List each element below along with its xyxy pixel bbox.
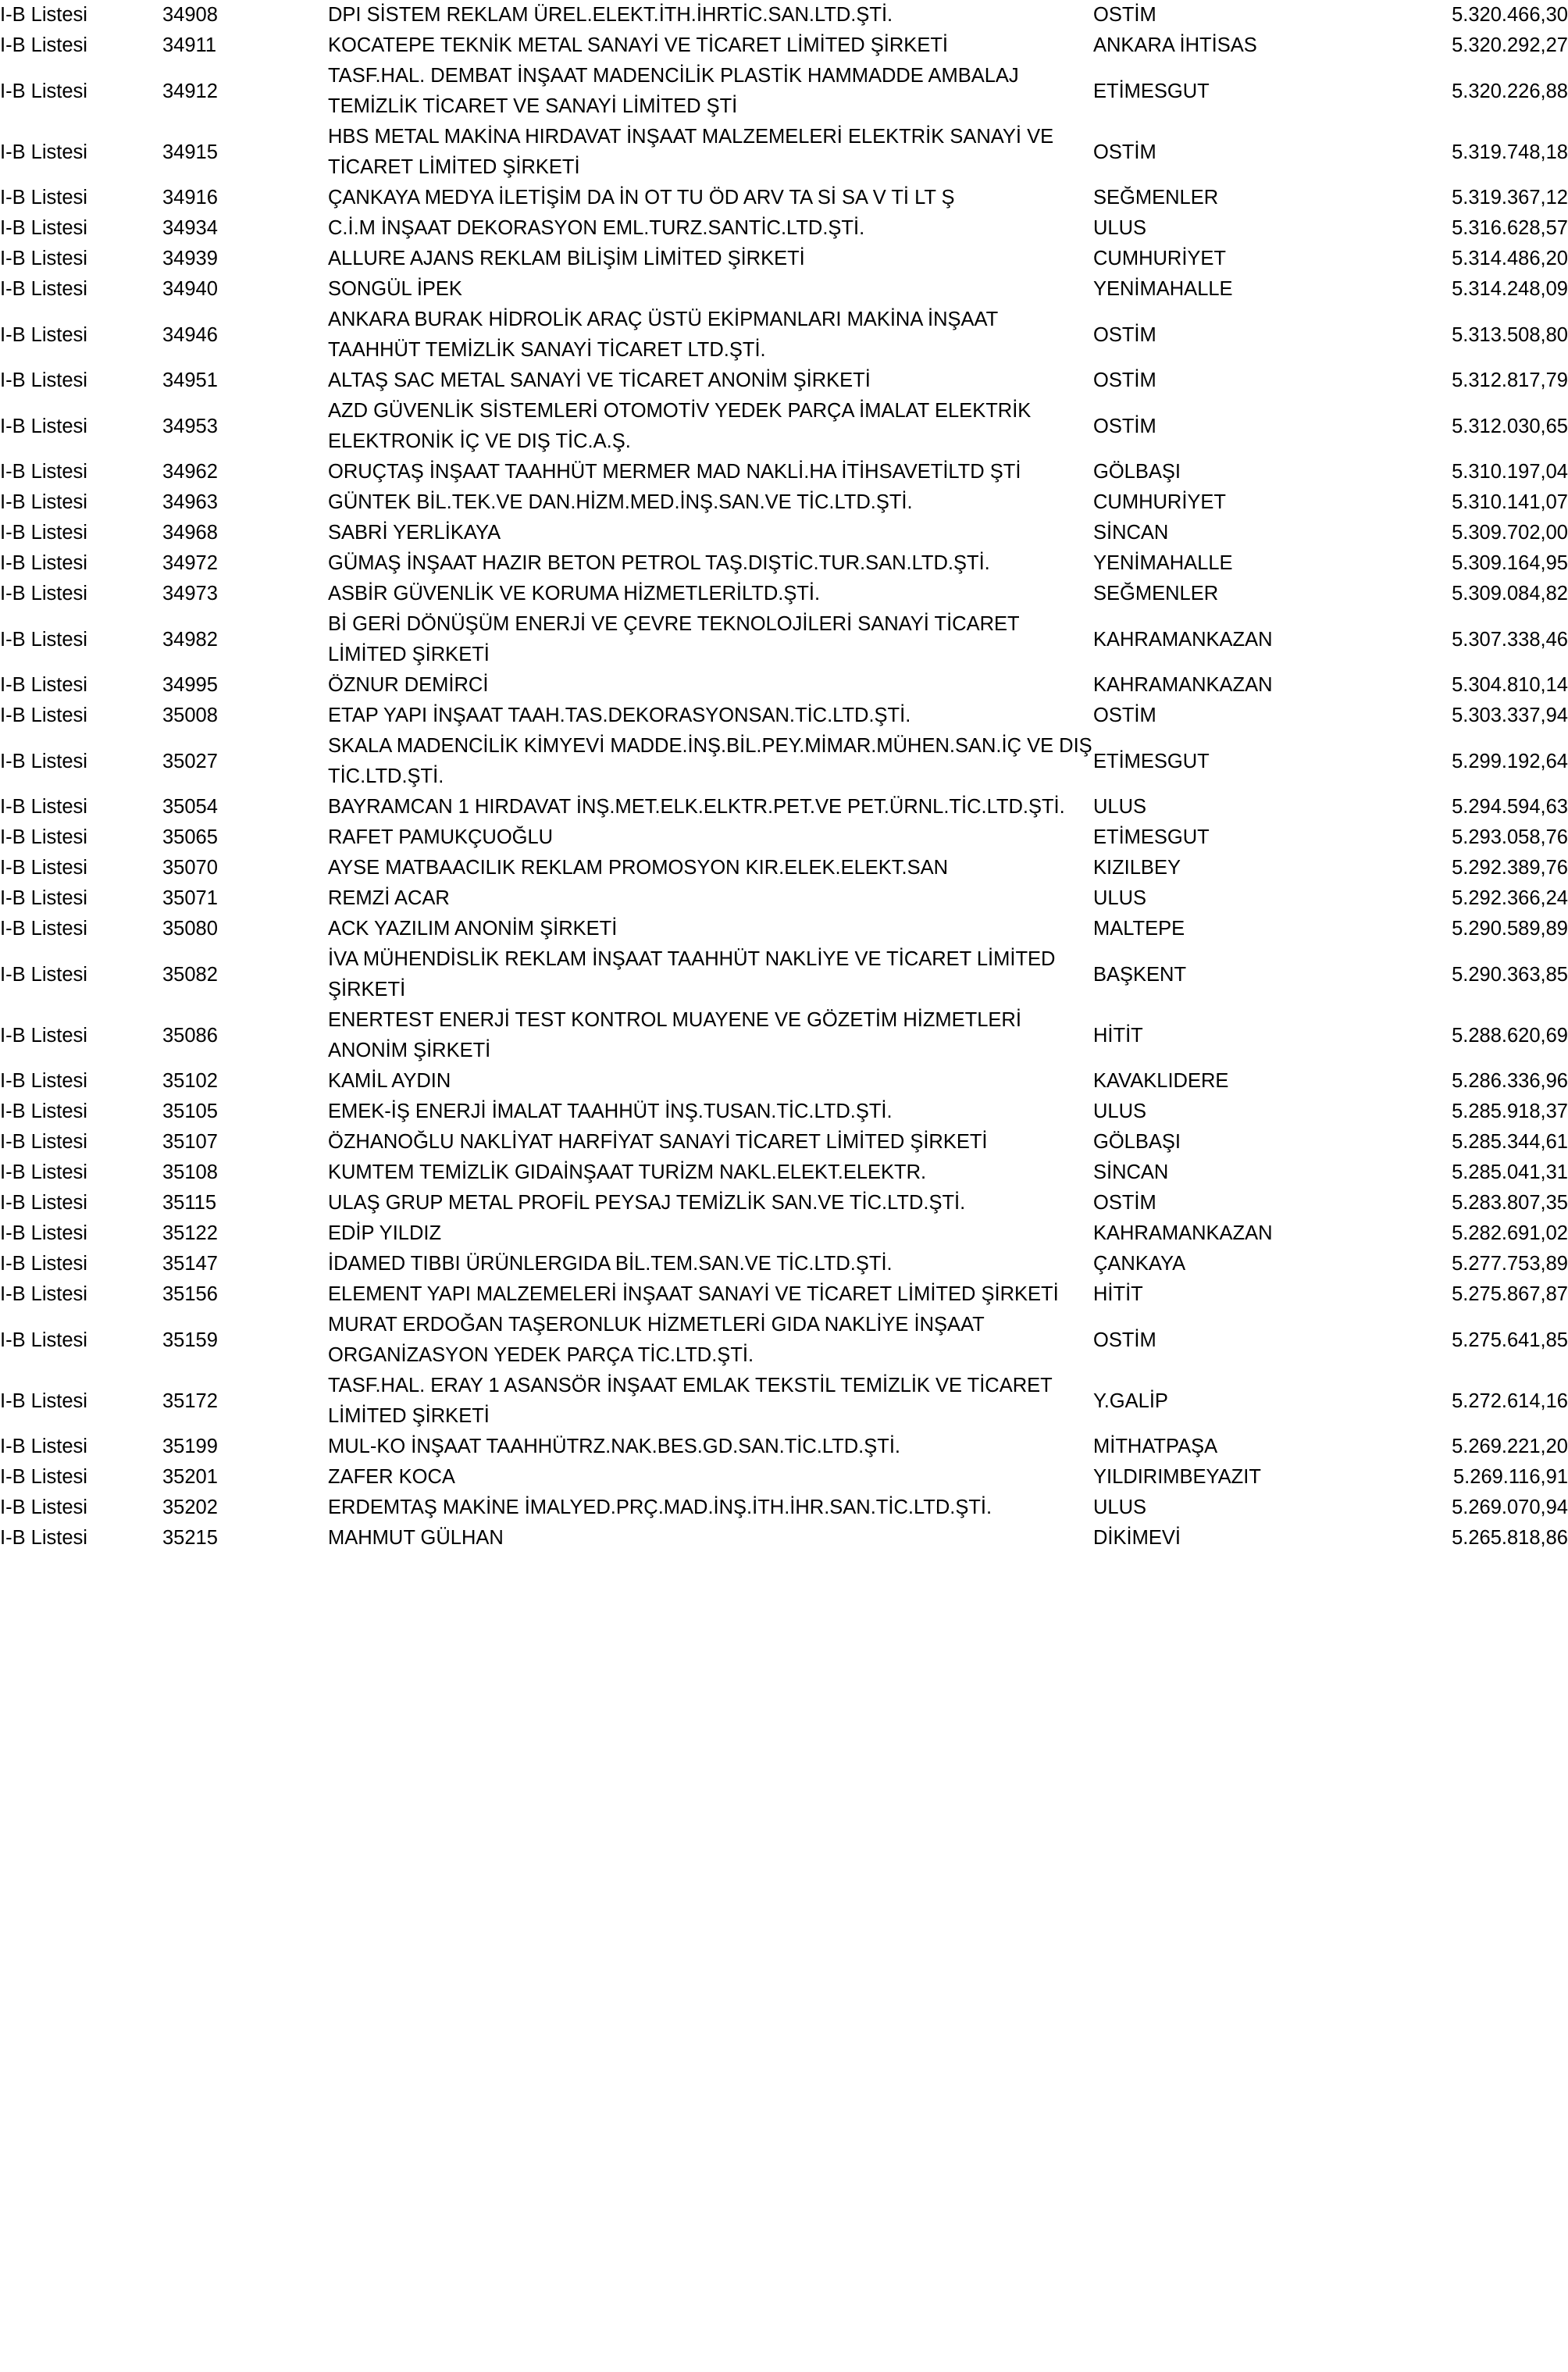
- cell-record-no: 34953: [162, 415, 218, 437]
- cell-amount: 5.320.226,88: [1452, 80, 1568, 102]
- cell-taxpayer-name: MUL-KO İNŞAAT TAAHHÜTRZ.NAK.BES.GD.SAN.TİC.LTD.ŞTİ.: [328, 1436, 900, 1457]
- cell-list-type: I-B Listesi: [0, 522, 87, 544]
- cell-record-no: 35215: [162, 1527, 218, 1549]
- cell-record-no: 35172: [162, 1389, 218, 1412]
- table-row: [0, 1097, 1568, 1127]
- cell-tax-office: DİKİMEVİ: [1093, 1527, 1181, 1549]
- cell-record-no: 35086: [162, 1024, 218, 1047]
- cell-record-no: 35027: [162, 750, 218, 772]
- cell-tax-office: ULUS: [1093, 217, 1147, 239]
- cell-amount: 5.314.248,09: [1452, 278, 1568, 300]
- cell-taxpayer-name: ALLURE AJANS REKLAM BİLİŞİM LİMİTED ŞİRKETİ: [328, 248, 805, 269]
- table-row: [0, 213, 1568, 244]
- table-row: [0, 1310, 1568, 1371]
- cell-taxpayer-name: Bİ GERİ DÖNÜŞÜM ENERJİ VE ÇEVRE TEKNOLOJİLERİ SANAYİ TİCARET LİMİTED ŞİRKETİ: [328, 613, 1020, 665]
- table-row: [0, 0, 1568, 30]
- cell-amount: 5.310.197,04: [1452, 461, 1568, 483]
- cell-amount: 5.285.041,31: [1452, 1161, 1568, 1183]
- cell-record-no: 35156: [162, 1283, 218, 1305]
- cell-list-type: I-B Listesi: [0, 141, 87, 163]
- cell-taxpayer-name: TASF.HAL. ERAY 1 ASANSÖR İNŞAAT EMLAK TEKSTİL TEMİZLİK VE TİCARET LİMİTED ŞİRKETİ: [328, 1375, 1053, 1427]
- cell-tax-office: KAHRAMANKAZAN: [1093, 674, 1273, 696]
- cell-taxpayer-name: REMZİ ACAR: [328, 887, 450, 909]
- cell-list-type: I-B Listesi: [0, 583, 87, 605]
- cell-list-type: I-B Listesi: [0, 187, 87, 209]
- cell-amount: 5.299.192,64: [1452, 750, 1568, 772]
- table-row: [0, 883, 1568, 914]
- cell-tax-office: SİNCAN: [1093, 1161, 1169, 1183]
- cell-list-type: I-B Listesi: [0, 1131, 87, 1153]
- cell-tax-office: CUMHURİYET: [1093, 248, 1226, 269]
- cell-taxpayer-name: ANKARA BURAK HİDROLİK ARAÇ ÜSTÜ EKİPMANLARI MAKİNA İNŞAAT TAAHHÜT TEMİZLİK SANAYİ TİCARET LTD.ŞTİ.: [328, 309, 998, 361]
- cell-amount: 5.312.817,79: [1452, 369, 1568, 391]
- cell-tax-office: HİTİT: [1093, 1024, 1143, 1047]
- cell-list-type: I-B Listesi: [0, 4, 87, 26]
- table-row: [0, 944, 1568, 1005]
- cell-record-no: 35147: [162, 1253, 218, 1275]
- table-row: [0, 396, 1568, 457]
- cell-tax-office: MALTEPE: [1093, 918, 1185, 940]
- cell-amount: 5.288.620,69: [1452, 1024, 1568, 1047]
- cell-amount: 5.313.508,80: [1452, 323, 1568, 346]
- table-row: [0, 731, 1568, 792]
- cell-taxpayer-name: İVA MÜHENDİSLİK REKLAM İNŞAAT TAAHHÜT NAKLİYE VE TİCARET LİMİTED ŞİRKETİ: [328, 948, 1056, 1001]
- cell-record-no: 35115: [162, 1192, 217, 1214]
- cell-taxpayer-name: ETAP YAPI İNŞAAT TAAH.TAS.DEKORASYONSAN.TİC.LTD.ŞTİ.: [328, 704, 911, 726]
- cell-tax-office: OSTİM: [1093, 1192, 1156, 1214]
- cell-list-type: I-B Listesi: [0, 1161, 87, 1183]
- cell-list-type: I-B Listesi: [0, 1222, 87, 1244]
- cell-list-type: I-B Listesi: [0, 278, 87, 300]
- cell-taxpayer-name: MAHMUT GÜLHAN: [328, 1527, 504, 1549]
- cell-taxpayer-name: GÜMAŞ İNŞAAT HAZIR BETON PETROL TAŞ.DIŞTİC.TUR.SAN.LTD.ŞTİ.: [328, 552, 990, 574]
- cell-list-type: I-B Listesi: [0, 796, 87, 818]
- cell-tax-office: HİTİT: [1093, 1283, 1143, 1305]
- cell-record-no: 34972: [162, 552, 218, 574]
- cell-tax-office: YENİMAHALLE: [1093, 552, 1233, 574]
- cell-list-type: I-B Listesi: [0, 1329, 87, 1351]
- cell-amount: 5.290.363,85: [1452, 963, 1568, 986]
- cell-taxpayer-name: ERDEMTAŞ MAKİNE İMALYED.PRÇ.MAD.İNŞ.İTH.İHR.SAN.TİC.LTD.ŞTİ.: [328, 1496, 992, 1518]
- table-row: [0, 914, 1568, 944]
- cell-amount: 5.316.628,57: [1452, 217, 1568, 239]
- cell-list-type: I-B Listesi: [0, 704, 87, 726]
- cell-tax-office: BAŞKENT: [1093, 963, 1187, 986]
- cell-record-no: 35054: [162, 796, 218, 818]
- cell-taxpayer-name: GÜNTEK BİL.TEK.VE DAN.HİZM.MED.İNŞ.SAN.VE TİC.LTD.ŞTİ.: [328, 491, 913, 513]
- cell-record-no: 34968: [162, 522, 218, 544]
- table-row: [0, 1371, 1568, 1432]
- cell-record-no: 35008: [162, 704, 218, 726]
- table-row: [0, 579, 1568, 609]
- cell-tax-office: GÖLBAŞI: [1093, 1131, 1181, 1153]
- table-row: [0, 366, 1568, 396]
- cell-amount: 5.285.918,37: [1452, 1100, 1568, 1122]
- cell-list-type: I-B Listesi: [0, 1192, 87, 1214]
- cell-record-no: 35201: [162, 1466, 218, 1488]
- table-row: [0, 1432, 1568, 1462]
- cell-record-no: 35102: [162, 1070, 218, 1092]
- cell-record-no: 34973: [162, 583, 218, 605]
- cell-record-no: 34940: [162, 278, 218, 300]
- table-row: [0, 457, 1568, 487]
- table-row: [0, 122, 1568, 183]
- cell-record-no: 34982: [162, 628, 218, 651]
- table-row: [0, 274, 1568, 305]
- cell-record-no: 34951: [162, 369, 218, 391]
- cell-taxpayer-name: RAFET PAMUKÇUOĞLU: [328, 826, 554, 848]
- cell-amount: 5.319.748,18: [1452, 141, 1568, 163]
- cell-list-type: I-B Listesi: [0, 674, 87, 696]
- table-row: [0, 30, 1568, 61]
- cell-record-no: 34939: [162, 248, 218, 269]
- cell-amount: 5.283.807,35: [1452, 1192, 1568, 1214]
- cell-tax-office: OSTİM: [1093, 323, 1156, 346]
- cell-tax-office: SEĞMENLER: [1093, 187, 1219, 209]
- cell-taxpayer-name: SABRİ YERLİKAYA: [328, 522, 501, 544]
- cell-amount: 5.303.337,94: [1452, 704, 1568, 726]
- cell-taxpayer-name: ASBİR GÜVENLİK VE KORUMA HİZMETLERİLTD.ŞTİ.: [328, 583, 821, 605]
- cell-tax-office: KAHRAMANKAZAN: [1093, 1222, 1273, 1244]
- cell-taxpayer-name: C.İ.M İNŞAAT DEKORASYON EML.TURZ.SANTİC.LTD.ŞTİ.: [328, 217, 865, 239]
- table-row: [0, 1462, 1568, 1493]
- cell-taxpayer-name: ACK YAZILIM ANONİM ŞİRKETİ: [328, 918, 618, 940]
- cell-taxpayer-name: MURAT ERDOĞAN TAŞERONLUK HİZMETLERİ GIDA NAKLİYE İNŞAAT ORGANİZASYON YEDEK PARÇA TİC.LTD.ŞTİ.: [328, 1314, 985, 1366]
- cell-taxpayer-name: ORUÇTAŞ İNŞAAT TAAHHÜT MERMER MAD NAKLİ.HA İTİHSAVETİLTD ŞTİ: [328, 461, 1021, 483]
- cell-tax-office: OSTİM: [1093, 141, 1156, 163]
- cell-tax-office: OSTİM: [1093, 1329, 1156, 1351]
- table-row: [0, 1523, 1568, 1553]
- cell-list-type: I-B Listesi: [0, 826, 87, 848]
- cell-record-no: 35122: [162, 1222, 218, 1244]
- cell-tax-office: ULUS: [1093, 1496, 1147, 1518]
- cell-record-no: 34916: [162, 187, 218, 209]
- table-row: [0, 853, 1568, 883]
- cell-taxpayer-name: EMEK-İŞ ENERJİ İMALAT TAAHHÜT İNŞ.TUSAN.TİC.LTD.ŞTİ.: [328, 1100, 893, 1122]
- cell-record-no: 35159: [162, 1329, 218, 1351]
- cell-amount: 5.275.641,85: [1452, 1329, 1568, 1351]
- cell-amount: 5.320.292,27: [1452, 34, 1568, 56]
- cell-taxpayer-name: KOCATEPE TEKNİK METAL SANAYİ VE TİCARET LİMİTED ŞİRKETİ: [328, 34, 948, 56]
- cell-taxpayer-name: İDAMED TIBBI ÜRÜNLERGIDA BİL.TEM.SAN.VE TİC.LTD.ŞTİ.: [328, 1253, 893, 1275]
- cell-record-no: 34915: [162, 141, 218, 163]
- cell-tax-office: MİTHATPAŞA: [1093, 1436, 1218, 1457]
- cell-list-type: I-B Listesi: [0, 1436, 87, 1457]
- cell-record-no: 35107: [162, 1131, 218, 1153]
- cell-amount: 5.275.867,87: [1452, 1283, 1568, 1305]
- cell-taxpayer-name: AYSE MATBAACILIK REKLAM PROMOSYON KIR.ELEK.ELEKT.SAN: [328, 857, 949, 879]
- cell-tax-office: KIZILBEY: [1093, 857, 1181, 879]
- cell-amount: 5.309.702,00: [1452, 522, 1568, 544]
- cell-tax-office: SİNCAN: [1093, 522, 1169, 544]
- cell-list-type: I-B Listesi: [0, 217, 87, 239]
- cell-taxpayer-name: TASF.HAL. DEMBAT İNŞAAT MADENCİLİK PLASTİK HAMMADDE AMBALAJ TEMİZLİK TİCARET VE SANAYİ LİMİTED ŞTİ: [328, 65, 1019, 117]
- cell-taxpayer-name: SKALA MADENCİLİK KİMYEVİ MADDE.İNŞ.BİL.PEY.MİMAR.MÜHEN.SAN.İÇ VE DIŞ TİC.LTD.ŞTİ.: [328, 735, 1092, 787]
- cell-record-no: 34946: [162, 323, 218, 346]
- cell-list-type: I-B Listesi: [0, 1024, 87, 1047]
- cell-tax-office: ETİMESGUT: [1093, 826, 1210, 848]
- cell-list-type: I-B Listesi: [0, 1253, 87, 1275]
- cell-amount: 5.294.594,63: [1452, 796, 1568, 818]
- cell-amount: 5.310.141,07: [1452, 491, 1568, 513]
- cell-list-type: I-B Listesi: [0, 1496, 87, 1518]
- cell-list-type: I-B Listesi: [0, 1527, 87, 1549]
- cell-amount: 5.312.030,65: [1452, 415, 1568, 437]
- cell-amount: 5.277.753,89: [1452, 1253, 1568, 1275]
- cell-tax-office: OSTİM: [1093, 4, 1156, 26]
- table-row: [0, 1279, 1568, 1310]
- cell-record-no: 34995: [162, 674, 218, 696]
- cell-list-type: I-B Listesi: [0, 323, 87, 346]
- cell-tax-office: ULUS: [1093, 887, 1147, 909]
- cell-record-no: 34934: [162, 217, 218, 239]
- cell-tax-office: SEĞMENLER: [1093, 583, 1219, 605]
- cell-amount: 5.265.818,86: [1452, 1527, 1568, 1549]
- cell-list-type: I-B Listesi: [0, 461, 87, 483]
- cell-taxpayer-name: ÖZHANOĞLU NAKLİYAT HARFİYAT SANAYİ TİCARET LİMİTED ŞİRKETİ: [328, 1131, 988, 1153]
- cell-list-type: I-B Listesi: [0, 248, 87, 269]
- cell-record-no: 35202: [162, 1496, 218, 1518]
- cell-taxpayer-name: ENERTEST ENERJİ TEST KONTROL MUAYENE VE GÖZETİM HİZMETLERİ ANONİM ŞİRKETİ: [328, 1009, 1021, 1061]
- table-row: [0, 1005, 1568, 1066]
- cell-taxpayer-name: ULAŞ GRUP METAL PROFİL PEYSAJ TEMİZLİK SAN.VE TİC.LTD.ŞTİ.: [328, 1192, 966, 1214]
- cell-list-type: I-B Listesi: [0, 628, 87, 651]
- cell-amount: 5.269.221,20: [1452, 1436, 1568, 1457]
- cell-tax-office: ULUS: [1093, 1100, 1147, 1122]
- table-row: [0, 701, 1568, 731]
- cell-taxpayer-name: KAMİL AYDIN: [328, 1070, 451, 1092]
- cell-tax-office: OSTİM: [1093, 415, 1156, 437]
- cell-list-type: I-B Listesi: [0, 552, 87, 574]
- cell-list-type: I-B Listesi: [0, 369, 87, 391]
- cell-amount: 5.269.116,91: [1453, 1466, 1568, 1488]
- table-row: [0, 792, 1568, 822]
- cell-list-type: I-B Listesi: [0, 34, 87, 56]
- table-row: [0, 1127, 1568, 1157]
- table-row: [0, 1218, 1568, 1249]
- cell-tax-office: OSTİM: [1093, 369, 1156, 391]
- cell-amount: 5.314.486,20: [1452, 248, 1568, 269]
- cell-list-type: I-B Listesi: [0, 857, 87, 879]
- cell-amount: 5.272.614,16: [1452, 1389, 1568, 1412]
- cell-taxpayer-name: AZD GÜVENLİK SİSTEMLERİ OTOMOTİV YEDEK PARÇA İMALAT ELEKTRİK ELEKTRONİK İÇ VE DIŞ TİC.A.Ş.: [328, 400, 1032, 452]
- cell-tax-office: ANKARA İHTİSAS: [1093, 34, 1257, 56]
- cell-list-type: I-B Listesi: [0, 1100, 87, 1122]
- cell-tax-office: YENİMAHALLE: [1093, 278, 1233, 300]
- cell-taxpayer-name: BAYRAMCAN 1 HIRDAVAT İNŞ.MET.ELK.ELKTR.PET.VE PET.ÜRNL.TİC.LTD.ŞTİ.: [328, 796, 1065, 818]
- cell-list-type: I-B Listesi: [0, 491, 87, 513]
- cell-record-no: 34908: [162, 4, 218, 26]
- cell-amount: 5.290.589,89: [1452, 918, 1568, 940]
- cell-amount: 5.293.058,76: [1452, 826, 1568, 848]
- cell-record-no: 35070: [162, 857, 218, 879]
- cell-record-no: 35199: [162, 1436, 218, 1457]
- cell-amount: 5.319.367,12: [1452, 187, 1568, 209]
- cell-amount: 5.320.466,30: [1452, 4, 1568, 26]
- table-row: [0, 487, 1568, 518]
- cell-amount: 5.304.810,14: [1452, 674, 1568, 696]
- table-row: [0, 1066, 1568, 1097]
- cell-amount: 5.269.070,94: [1452, 1496, 1568, 1518]
- cell-taxpayer-name: KUMTEM TEMİZLİK GIDAİNŞAAT TURİZM NAKL.ELEKT.ELEKTR.: [328, 1161, 927, 1183]
- cell-list-type: I-B Listesi: [0, 750, 87, 772]
- cell-tax-office: KAHRAMANKAZAN: [1093, 628, 1273, 651]
- cell-taxpayer-name: DPI SİSTEM REKLAM ÜREL.ELEKT.İTH.İHRTİC.SAN.LTD.ŞTİ.: [328, 4, 893, 26]
- cell-amount: 5.309.164,95: [1452, 552, 1568, 574]
- cell-taxpayer-name: ALTAŞ SAC METAL SANAYİ VE TİCARET ANONİM ŞİRKETİ: [328, 369, 871, 391]
- table-row: [0, 1249, 1568, 1279]
- cell-record-no: 35108: [162, 1161, 218, 1183]
- cell-tax-office: YILDIRIMBEYAZIT: [1093, 1466, 1261, 1488]
- cell-list-type: I-B Listesi: [0, 80, 87, 102]
- cell-record-no: 35105: [162, 1100, 218, 1122]
- cell-amount: 5.307.338,46: [1452, 628, 1568, 651]
- cell-tax-office: ETİMESGUT: [1093, 80, 1210, 102]
- table-row: [0, 244, 1568, 274]
- cell-tax-office: Y.GALİP: [1093, 1389, 1168, 1412]
- cell-taxpayer-name: SONGÜL İPEK: [328, 278, 462, 300]
- cell-tax-office: ULUS: [1093, 796, 1147, 818]
- cell-taxpayer-name: ZAFER KOCA: [328, 1466, 455, 1488]
- cell-record-no: 35065: [162, 826, 218, 848]
- cell-record-no: 35080: [162, 918, 218, 940]
- table-row: [0, 305, 1568, 366]
- table-row: [0, 1493, 1568, 1523]
- cell-taxpayer-name: EDİP YILDIZ: [328, 1222, 442, 1244]
- cell-tax-office: OSTİM: [1093, 704, 1156, 726]
- cell-record-no: 34911: [162, 34, 217, 56]
- cell-amount: 5.292.366,24: [1452, 887, 1568, 909]
- cell-record-no: 35071: [162, 887, 218, 909]
- cell-amount: 5.285.344,61: [1452, 1131, 1568, 1153]
- cell-list-type: I-B Listesi: [0, 918, 87, 940]
- cell-record-no: 34912: [162, 80, 218, 102]
- table-row: [0, 1157, 1568, 1188]
- cell-amount: 5.286.336,96: [1452, 1070, 1568, 1092]
- table-row: [0, 609, 1568, 670]
- table-row: [0, 183, 1568, 213]
- cell-list-type: I-B Listesi: [0, 1466, 87, 1488]
- cell-list-type: I-B Listesi: [0, 415, 87, 437]
- cell-amount: 5.282.691,02: [1452, 1222, 1568, 1244]
- cell-amount: 5.309.084,82: [1452, 583, 1568, 605]
- table-row: [0, 61, 1568, 122]
- cell-record-no: 34962: [162, 461, 218, 483]
- table-row: [0, 1188, 1568, 1218]
- cell-tax-office: ÇANKAYA: [1093, 1253, 1186, 1275]
- cell-tax-office: GÖLBAŞI: [1093, 461, 1181, 483]
- cell-amount: 5.292.389,76: [1452, 857, 1568, 879]
- cell-tax-office: KAVAKLIDERE: [1093, 1070, 1229, 1092]
- table-row: [0, 670, 1568, 701]
- cell-list-type: I-B Listesi: [0, 887, 87, 909]
- cell-list-type: I-B Listesi: [0, 963, 87, 986]
- table-row: [0, 822, 1568, 853]
- cell-taxpayer-name: HBS METAL MAKİNA HIRDAVAT İNŞAAT MALZEMELERİ ELEKTRİK SANAYİ VE TİCARET LİMİTED ŞİRKETİ: [328, 126, 1054, 178]
- table-row: [0, 518, 1568, 548]
- cell-record-no: 35082: [162, 963, 218, 986]
- cell-record-no: 34963: [162, 491, 218, 513]
- cell-taxpayer-name: ÇANKAYA MEDYA İLETİŞİM DA İN OT TU ÖD ARV TA Sİ SA V Tİ LT Ş: [328, 187, 955, 209]
- cell-taxpayer-name: ÖZNUR DEMİRCİ: [328, 674, 489, 696]
- cell-list-type: I-B Listesi: [0, 1070, 87, 1092]
- cell-tax-office: ETİMESGUT: [1093, 750, 1210, 772]
- cell-taxpayer-name: ELEMENT YAPI MALZEMELERİ İNŞAAT SANAYİ VE TİCARET LİMİTED ŞİRKETİ: [328, 1283, 1059, 1305]
- cell-list-type: I-B Listesi: [0, 1283, 87, 1305]
- table-row: [0, 548, 1568, 579]
- cell-tax-office: CUMHURİYET: [1093, 491, 1226, 513]
- cell-list-type: I-B Listesi: [0, 1389, 87, 1412]
